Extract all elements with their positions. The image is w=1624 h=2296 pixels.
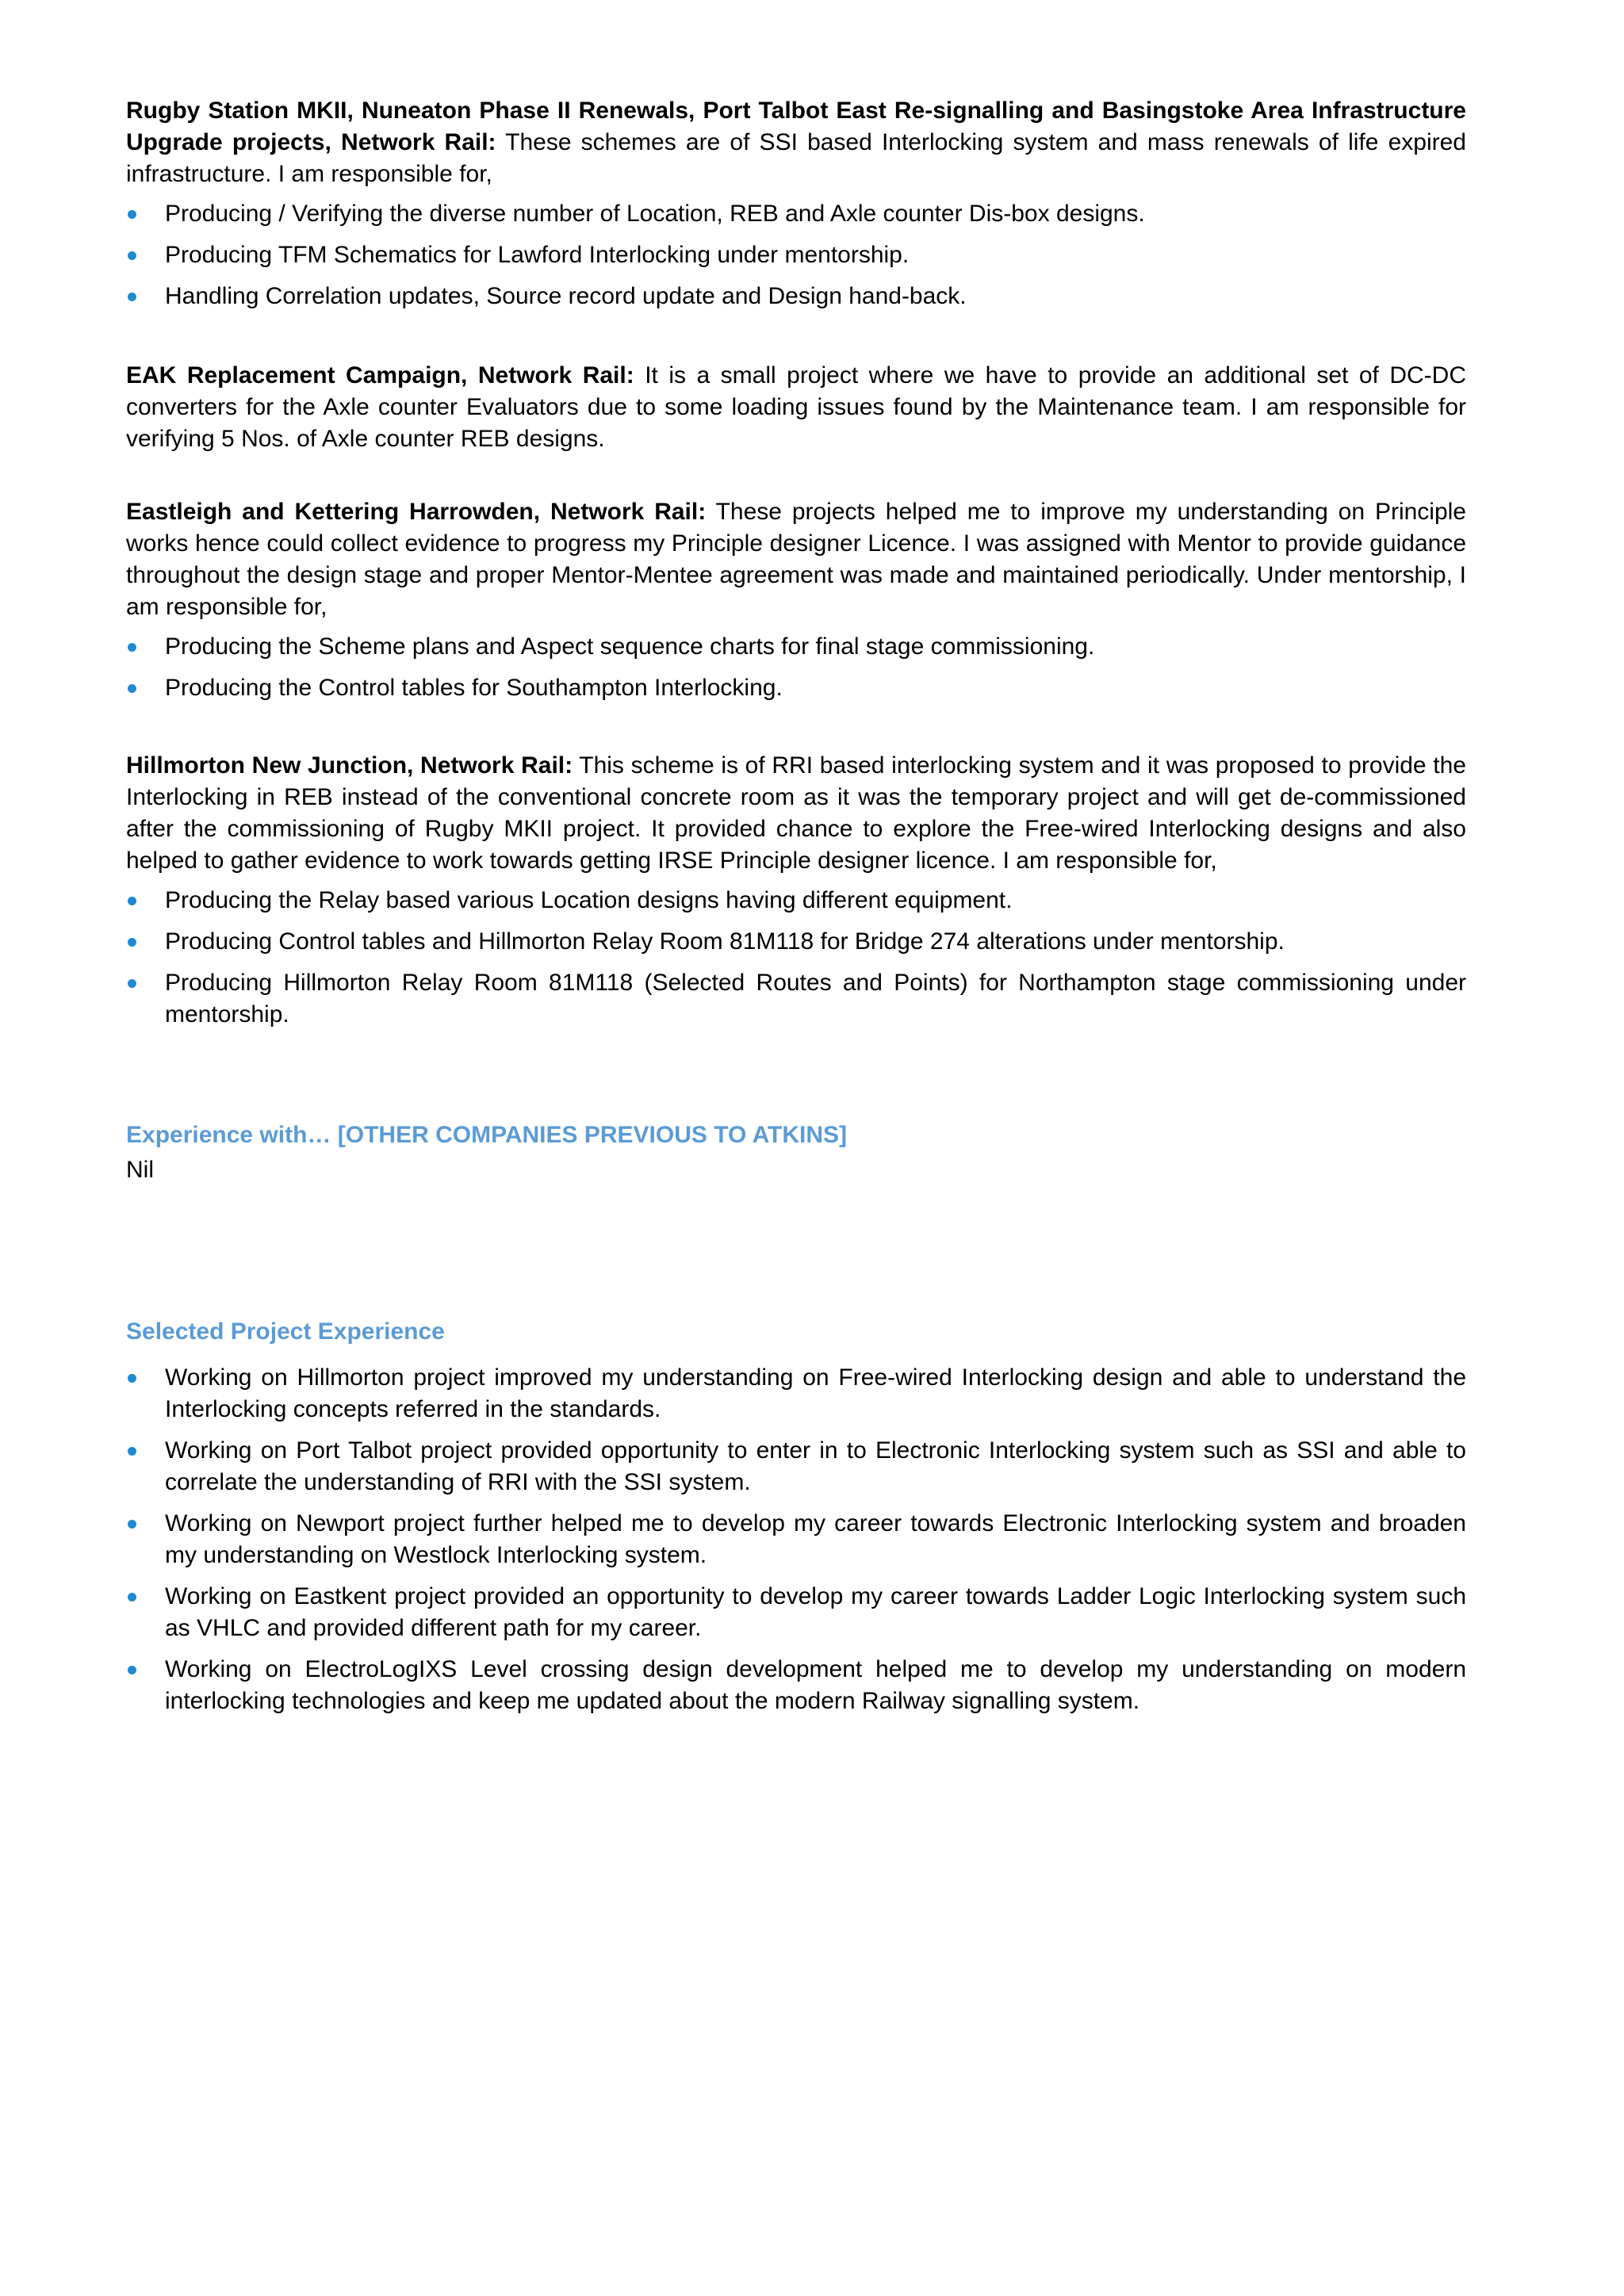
spacer [126,1040,1466,1119]
selected-experience-section [126,1316,1466,1717]
project-title: EAK Replacement Campaign, Network Rail: [126,362,634,388]
responsibility-list [126,198,1466,312]
project-entry [126,750,1466,1031]
list-item [126,239,1466,271]
project-description: These projects helped me to improve my understanding on Principle works hence could collect evidence to progress my Principle designer Licence. I was assigned with Mentor to provide guidance throughout the design stage and proper Mentor-Mentee agreement was made and maintained periodically. Under mentorship, I am responsible for, [126,499,1466,620]
list-item-text: Working on ElectroLogIXS Level crossing design development helped me to develop my understanding on modern interlocking technologies and keep me updated about the modern Railway signalling system. [165,1656,1466,1714]
section-heading: Experience with… [OTHER COMPANIES PREVIOUS TO ATKINS] [126,1122,848,1148]
spacer [126,322,1466,360]
project-paragraph [126,360,1466,455]
list-item [126,672,1466,704]
bullet-icon [128,293,136,301]
project-description: This scheme is of RRI based interlocking system and it was proposed to provide the Interlocking in REB instead of the conventional concrete room as it was the temporary project and will get de-commissioned after the commissioning of Rugby MKII project. It provided chance to explore the Free-wired Interlocking designs and also helped to gather evidence to work towards getting IRSE Principle designer licence. I am responsible for, [126,752,1466,874]
list-item-text: Working on Newport project further helped me to develop my career towards Electronic Interlocking system and broaden my understanding on Westlock Interlocking system. [165,1510,1466,1568]
list-item [126,1581,1466,1644]
project-description: These schemes are of SSI based Interlocking system and mass renewals of life expired infrastructure. I am responsible for, [126,129,1466,187]
bullet-icon [128,938,136,947]
selected-experience-list [126,1362,1466,1717]
project-paragraph [126,750,1466,877]
bullet-icon [128,897,136,905]
project-paragraph [126,95,1466,190]
list-item-text: Working on Port Talbot project provided opportunity to enter in to Electronic Interlocking system such as SSI and able to correlate the understanding of RRI with the SSI system. [165,1437,1466,1495]
project-entry [126,95,1466,312]
list-item [126,631,1466,663]
list-item [126,1435,1466,1498]
list-item-text: Producing Control tables and Hillmorton Relay Room 81M118 for Bridge 274 alterations under mentorship. [165,928,1285,955]
list-item [126,885,1466,916]
list-item-text: Producing / Verifying the diverse number of Location, REB and Axle counter Dis-box designs. [165,201,1145,227]
bullet-icon [128,684,136,693]
document-page [126,95,1466,1727]
bullet-icon [128,1666,136,1674]
bullet-icon [128,1374,136,1383]
list-item-text: Working on Eastkent project provided an opportunity to develop my career towards Ladder Logic Interlocking system such as VHLC and provided different path for my career. [165,1583,1466,1641]
bullet-icon [128,210,136,219]
list-item-text: Producing the Scheme plans and Aspect sequence charts for final stage commissioning. [165,633,1095,660]
list-item-text: Producing the Relay based various Location designs having different equipment. [165,887,1013,913]
list-item [126,198,1466,230]
project-paragraph [126,496,1466,623]
project-description: It is a small project where we have to provide an additional set of DC-DC converters for the Axle counter Evaluators due to some loading issues found by the Maintenance team. I am responsible for verifying 5 Nos. of Axle counter REB designs. [126,362,1466,452]
project-entry [126,360,1466,455]
list-item-text: Producing TFM Schematics for Lawford Interlocking under mentorship. [165,242,910,268]
project-entry [126,496,1466,704]
other-experience-section [126,1119,1466,1186]
section-heading: Selected Project Experience [126,1318,445,1345]
bullet-icon [128,1520,136,1529]
project-title: Hillmorton New Junction, Network Rail: [126,752,573,779]
bullet-icon [128,1447,136,1456]
list-item-text: Working on Hillmorton project improved my understanding on Free-wired Interlocking design and able to understand the Interlocking concepts referred in the standards. [165,1364,1466,1422]
list-item [126,1362,1466,1425]
bullet-icon [128,1593,136,1601]
bullet-icon [128,251,136,260]
spacer [126,1186,1466,1316]
responsibility-list [126,885,1466,1031]
list-item [126,1508,1466,1571]
project-title: Eastleigh and Kettering Harrowden, Network Rail: [126,499,707,525]
list-item [126,967,1466,1031]
list-item [126,1654,1466,1717]
project-title: Rugby Station MKII, Nuneaton Phase II Renewals, Port Talbot East Re-signalling and Basingstoke Area Infrastructure Upgrade projects, Network Rail: [126,98,1466,155]
list-item [126,281,1466,312]
spacer [126,714,1466,750]
list-item-text: Producing the Control tables for Southampton Interlocking. [165,675,783,701]
other-experience-text: Nil [126,1157,154,1183]
bullet-icon [128,979,136,988]
list-item [126,926,1466,958]
spacer [126,455,1466,496]
bullet-icon [128,643,136,652]
list-item-text: Producing Hillmorton Relay Room 81M118 (Selected Routes and Points) for Northampton stage commissioning under mentorship. [165,970,1466,1027]
responsibility-list [126,631,1466,704]
list-item-text: Handling Correlation updates, Source record update and Design hand-back. [165,283,967,309]
